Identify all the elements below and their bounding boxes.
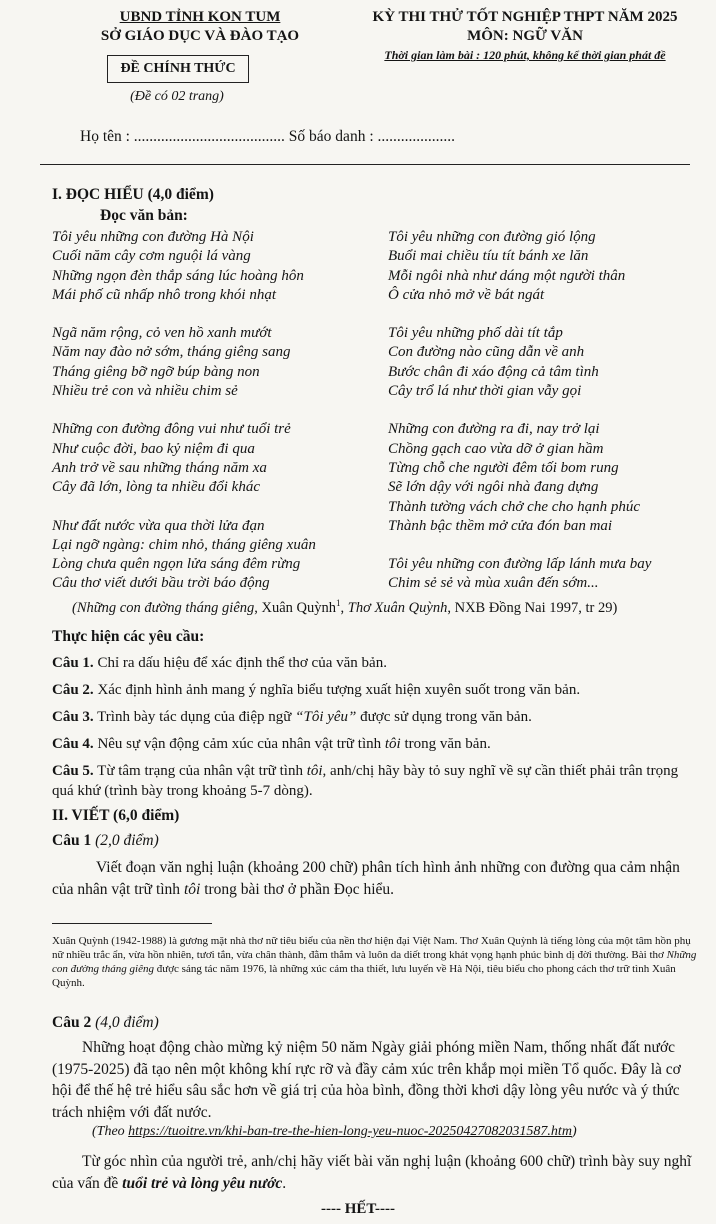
poem-line: Những con đường ra đi, nay trở lại [388,421,600,438]
question-3: Câu 3. Trình bày tác dụng của điệp ngữ “Tôi yêu” được sử dụng trong văn bản. [52,709,532,725]
poem-line: Sẽ lớn dậy với ngôi nhà đang dựng [388,479,599,496]
source-link[interactable]: https://tuoitre.vn/khi-ban-tre-the-hien-long-yeu-nuoc-20250427082031587.htm [128,1124,572,1139]
poem-line: Ngã năm rộng, cỏ ven hồ xanh mướt [52,325,272,342]
question-4: Câu 4. Nêu sự vận động cảm xúc của nhân vật trữ tình tôi trong văn bản. [52,736,491,752]
stanza-gap [388,401,651,420]
footnote-divider [52,923,212,924]
poem-line: Như đất nước vừa qua thời lửa đạn [52,517,265,534]
poem-line: Nhiều trẻ con và nhiều chim sẻ [52,383,238,400]
poem-line: Tôi yêu những phố dài tít tắp [388,325,563,342]
stanza-gap [52,401,316,420]
header-divider [40,164,690,165]
poem-line: Cây trổ lá như thời gian vẫy gọi [388,383,582,400]
essay2-heading: Câu 2 (4,0 điểm) [52,1014,159,1031]
essay2-context: Những hoạt động chào mừng kỷ niệm 50 năm Ngày giải phóng miền Nam, thống nhất đất nước (1975-2025) đã tạo nên một không khí rực rỡ và đầy cảm xúc trên khắp mọi miền Tổ quốc. Đây là cơ hội để thế hệ trẻ hiểu sâu sắc hơn về giá trị của hòa bình, đồng thời khơi dậy lòng yêu nước và ý thức trách nhiệm với đất nước. [52,1039,681,1121]
poem-line: Cuối năm cây cơm nguội lá vàng [52,248,251,265]
poem-line: Những con đường đông vui như tuổi trẻ [52,421,291,438]
end-mark: ---- HẾT---- [320,1201,395,1217]
poem-line: Mái phố cũ nhấp nhô trong khói nhạt [52,286,277,303]
poem-line: Chồng gạch cao vừa dỡ ở gian hầm [388,440,604,457]
poem-line: Như cuộc đời, bao kỷ niệm đi qua [52,440,255,457]
poem-right-column [388,228,651,594]
poem-line: Từng chỗ che người đêm tối bom rung [388,459,619,476]
stanza-gap [388,305,651,324]
tasks-label: Thực hiện các yêu cầu: [52,628,205,645]
poem-line: Bước chân đi xáo động cả tâm tình [388,363,599,380]
exam-time-note: Thời gian làm bài : 120 phút, không kể thời gian phát đề [384,48,666,62]
poem-line: Tháng giêng bỡ ngỡ búp bàng non [52,363,260,380]
poem-line: Lại ngỡ ngàng: chim nhỏ, tháng giêng xuân [52,536,316,553]
official-label-box: ĐỀ CHÍNH THỨC [107,55,249,83]
poem-line: Cây đã lớn, lòng ta nhiều đổi khác [52,479,260,496]
exam-title-block [340,8,710,64]
poem-line: Tôi yêu những con đường Hà Nội [52,229,254,245]
section1-title: I. ĐỌC HIỂU (4,0 điểm) [52,186,214,203]
issuer-province: UBND TỈNH KON TUM [119,9,281,25]
section2-title: II. VIẾT (6,0 điểm) [52,807,180,824]
essay2-source: (Theo https://tuoitre.vn/khi-ban-tre-the-hien-long-yeu-nuoc-20250427082031587.htm) [92,1124,577,1139]
poem-line: Lòng chưa quên ngọn lửa sáng đêm rừng [52,556,301,573]
poem-line: Thành tường vách chở che cho hạnh phúc [388,498,641,515]
stanza-gap [52,498,316,517]
page-count: (Đề có 02 trang) [130,89,224,104]
poem-left-column [52,228,316,594]
poem-line: Năm nay đào nở sớm, tháng giêng sang [52,344,291,361]
poem-line: Anh trở về sau những tháng năm xa [52,459,267,476]
question-5: Câu 5. Từ tâm trạng của nhân vật trữ tình tôi, anh/chị hãy bày tỏ suy nghĩ về sự cần thiết phải trân trọng quá khứ (trình bày trong khoảng 5-7 dòng). [52,763,679,799]
stanza-gap [52,305,316,324]
essay2-task: Từ góc nhìn của người trẻ, anh/chị hãy viết bài văn nghị luận (khoảng 600 chữ) trình bày suy nghĩ của vấn đề tuổi trẻ và lòng yêu nước. [52,1153,692,1192]
poem-line: Buổi mai chiều tíu tít bánh xe lăn [388,248,589,265]
question-2: Câu 2. Xác định hình ảnh mang ý nghĩa biểu tượng xuất hiện xuyên suốt trong văn bản. [52,682,581,698]
issuer-block [80,8,320,46]
candidate-info-line: Họ tên : ....................................... Số báo danh : .................... [80,128,455,145]
poem-line: Con đường nào cũng dẫn về anh [388,344,585,361]
poem-line: Chim sẻ sẻ và mùa xuân đến sớm... [388,575,599,592]
question-1: Câu 1. Chỉ ra dấu hiệu để xác định thể thơ của văn bản. [52,655,387,671]
poem-line: Câu thơ viết dưới bầu trời báo động [52,575,270,592]
poem-line: Mỗi ngôi nhà như dáng một người thân [388,267,626,284]
stanza-gap [388,536,651,555]
poem-line: Ô cửa nhỏ mở về bát ngát [388,286,545,303]
read-label: Đọc văn bản: [100,207,188,224]
issuer-department: SỞ GIÁO DỤC VÀ ĐÀO TẠO [100,28,300,44]
exam-title: KỲ THI THỬ TỐT NGHIỆP THPT NĂM 2025 [372,9,678,25]
exam-subject: MÔN: NGỮ VĂN [467,28,583,44]
essay1-heading: Câu 1 (2,0 điểm) [52,832,159,849]
poem-source: (Những con đường tháng giêng, Xuân Quỳnh$^1$, Thơ Xuân Quỳnh, NXB Đồng Nai 1997, tr 29) [72,598,618,616]
essay1-prompt: Viết đoạn văn nghị luận (khoảng 200 chữ) phân tích hình ảnh những con đường qua cảm nhận của nhân vật trữ tình tôi trong bài thơ ở phần Đọc hiểu. [52,859,680,898]
poem-line: Tôi yêu những con đường lấp lánh mưa bay [388,556,652,573]
poem-line: Thành bậc thềm mở cửa đón ban mai [388,517,613,534]
book-title: Thơ Xuân Quỳnh [347,599,448,616]
footnote: Xuân Quỳnh (1942-1988) là gương mặt nhà thơ nữ tiêu biểu của nền thơ hiện đại Việt Nam. Thơ Xuân Quỳnh là tiếng lòng của một tâm hồn phụ nữ nhiều trắc ẩn, vừa hồn nhiên, tươi tắn, vừa chân thành, đằm thắm và luôn da diết trong khát vọng hạnh phúc bình dị đời thường. Bài thơ Những con đường tháng giêng được sáng tác năm 1976, là những xúc cảm tha thiết, lưu luyến về Hà Nội, tiêu biểu cho phong cách thơ trữ tình Xuân Quỳnh. [52,935,697,989]
poem-title: Những con đường tháng giêng [76,599,255,616]
poem-line: Tôi yêu những con đường gió lộng [388,229,596,245]
poem-line: Những ngọn đèn thắp sáng lúc hoàng hôn [52,267,304,284]
